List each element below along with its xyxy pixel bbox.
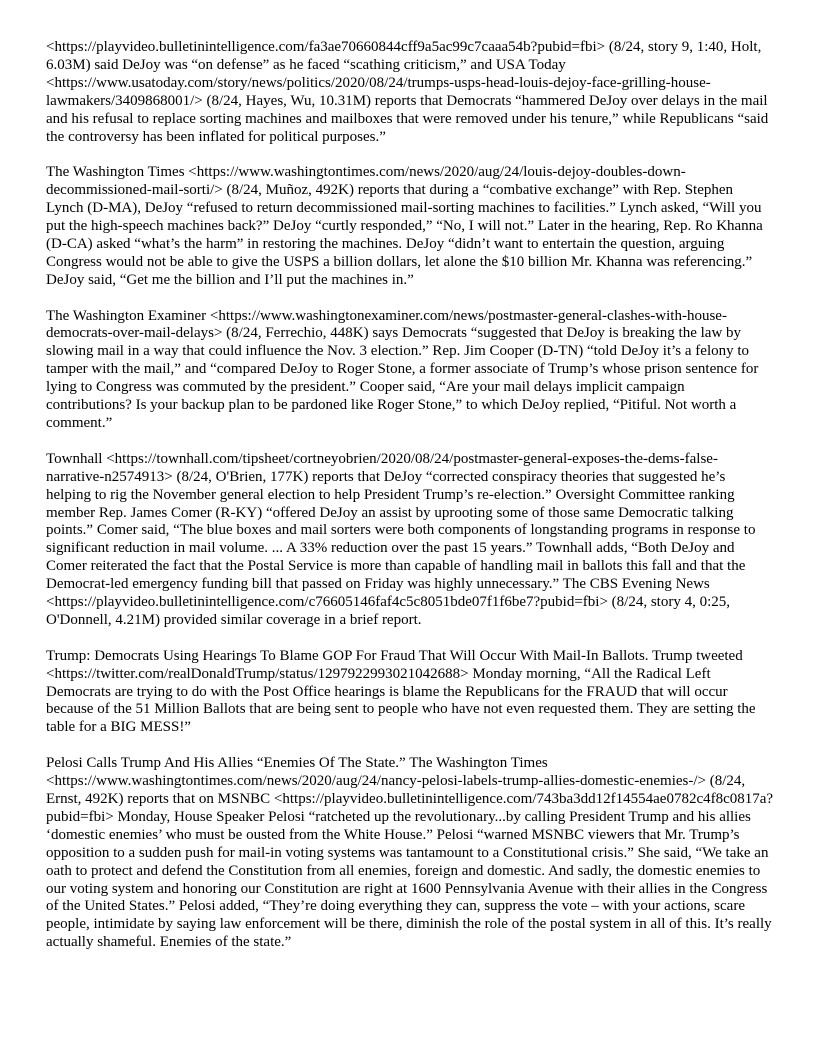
paragraph-text: Pelosi Calls Trump And His Allies “Enemies Of The State.” The Washington Times <https://www.washingtontimes.com/news/2020/aug/24/nancy-pelosi-labels-trump-allies-domestic-enemies-/> (8/24, Ernst, 492K) reports that on MSNBC <https://playvideo.bulletinintelligence.com/743ba3dd12f14554ae0782c4f8c0817a?pubid=fbi> Monday, House Speaker Pelosi “ratcheted up the revolutionary...by calling President Trump and his allies ‘domestic enemies’ who must be ousted from the White House.” Pelosi “warned MSNBC viewers that Mr. Trump’s opposition to a sudden push for mail-in voting systems was tantamount to a Constitutional crisis.” She said, “We take an oath to protect and defend the Constitution from all enemies, foreign and domestic. And sadly, the domestic enemies to our voting system and honoring our Constitution are right at 1600 Pennsylvania Avenue with their allies in the Congress of the United States.” Pelosi added, “They’re doing everything they can, suppress the vote – with your actions, scare people, intimidate by saying law enforcement will be there, diminish the role of the postal system in all of this. It’s really actually shameful. Enemies of the state.”	[46, 755, 774, 951]
paragraph-text: The Washington Examiner <https://www.washingtonexaminer.com/news/postmaster-general-clashes-with-house-democrats-over-mail-delays> (8/24, Ferrechio, 448K) says Democrats “suggested that DeJoy is breaking the law by slowing mail in a way that could influence the Nov. 3 election.” Rep. Jim Cooper (D-TN) “told DeJoy it’s a felony to tamper with the mail,” and “compared DeJoy to Roger Stone, a former associate of Trump’s whose prison sentence for lying to Congress was commuted by the president.” Cooper said, “Are your mail delays implicit campaign contributions? Is your backup plan to be pardoned like Roger Stone,” to which DeJoy replied, “Pitiful. Not worth a comment.”	[46, 307, 759, 431]
paragraph-washington-examiner	[46, 308, 774, 433]
paragraph-washington-times-lynch	[46, 164, 774, 289]
paragraph-trump-tweet	[46, 648, 774, 738]
paragraph-nbc-usatoday	[46, 39, 774, 146]
paragraph-pelosi	[46, 755, 774, 952]
paragraph-text: Townhall <https://townhall.com/tipsheet/cortneyobrien/2020/08/24/postmaster-general-exposes-the-dems-false-narrative-n2574913> (8/24, O'Brien, 177K) reports that DeJoy “corrected conspiracy theories that suggested he’s helping to rig the November general election to help President Trump’s re-election.” Oversight Committee ranking member Rep. James Comer (R-KY) “offered DeJoy an assist by uprooting some of those same Democratic talking points.” Comer said, “The blue boxes and mail sorters were both components of longstanding programs in response to significant reduction in mail volume. ... A 33% reduction over the past 15 years.” Townhall adds, “Both DeJoy and Comer reiterated the fact that the Postal Service is more than capable of handling mail in ballots this fall and that the Democrat-led emergency funding bill that passed on Friday was highly unnecessary.” The CBS Evening News <https://playvideo.bulletinintelligence.com/c76605146faf4c5c8051bde07f1f6be7?pubid=fbi> (8/24, story 4, 0:25, O'Donnell, 4.21M) provided similar coverage in a brief report.	[46, 450, 756, 628]
paragraph-text: Trump: Democrats Using Hearings To Blame GOP For Fraud That Will Occur With Mail-In Ballots. Trump tweeted <https://twitter.com/realDonaldTrump/status/1297922993021042688> Monday morning, “All the Radical Left Democrats are trying to do with the Post Office hearings is blame the Republicans for the FRAUD that will occur because of the 51 Million Ballots that are being sent to people who have not even requested them. They are setting the table for a BIG MESS!”	[46, 647, 756, 736]
paragraph-text: <https://playvideo.bulletinintelligence.com/fa3ae70660844cff9a5ac99c7caaa54b?pubid=fbi> (8/24, story 9, 1:40, Holt, 6.03M) said DeJoy was “on defense” as he faced “scathing criticism,” and USA Today <https://www.usatoday.com/story/news/politics/2020/08/24/trumps-usps-head-louis-dejoy-face-grilling-house-lawmakers/3409868001/> (8/24, Hayes, Wu, 10.31M) reports that Democrats “hammered DeJoy over delays in the mail and his refusal to replace sorting machines and mailboxes that were removed under his tenure,” while Republicans “said the controversy has been inflated for political purposes.”	[46, 39, 769, 145]
paragraph-townhall	[46, 451, 774, 630]
paragraph-text: The Washington Times <https://www.washingtontimes.com/news/2020/aug/24/louis-dejoy-doubles-down-decommissioned-mail-sorti/> (8/24, Muñoz, 492K) reports that during a “combative exchange” with Rep. Stephen Lynch (D-MA), DeJoy “refused to return decommissioned mail-sorting machines to facilities.” Lynch asked, “Will you put the high-speech machines back?” DeJoy “curtly responded,” “No, I will not.” Later in the hearing, Rep. Ro Khanna (D-CA) asked “what’s the harm” in restoring the machines. DeJoy “didn’t want to entertain the question, arguing Congress would not be able to give the USPS a billion dollars, let alone the $10 billion Mr. Khanna was referencing.” DeJoy said, “Get me the billion and I’ll put the machines in.”	[46, 164, 763, 288]
document-page	[46, 39, 774, 970]
